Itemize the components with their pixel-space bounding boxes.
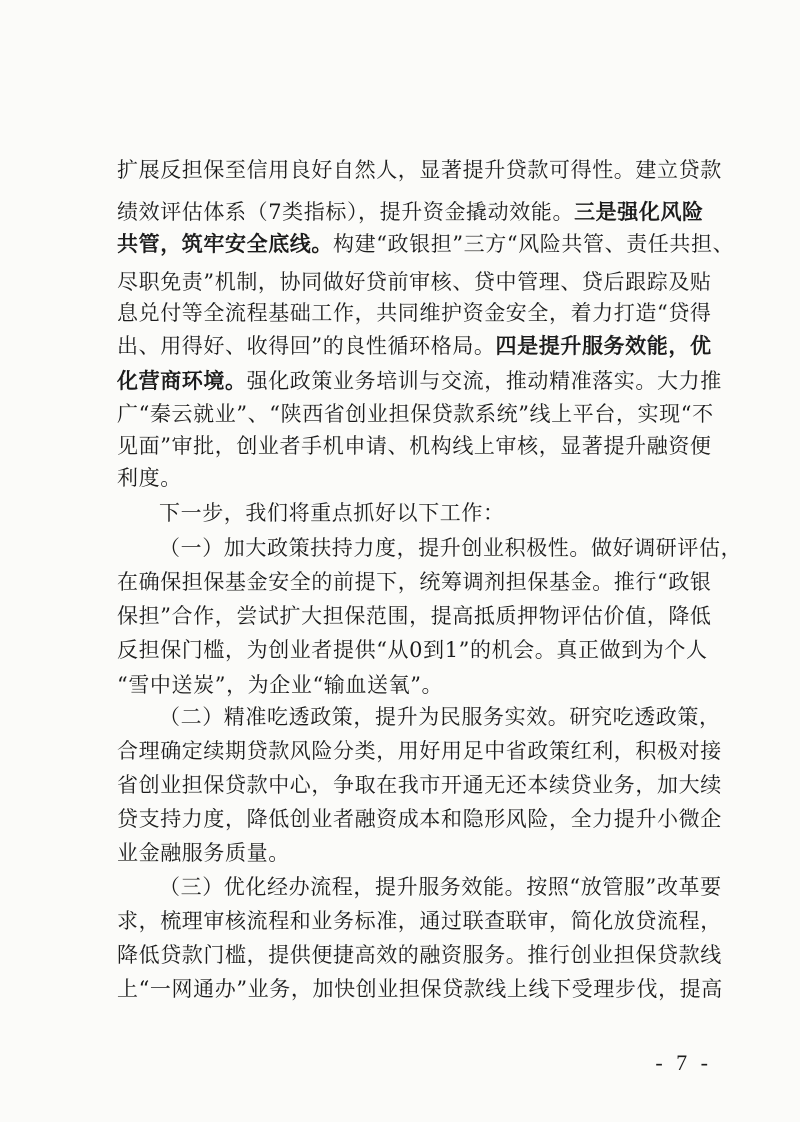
next-steps-line: 下一步，我们将重点抓好以下工作： bbox=[159, 501, 505, 525]
item3-line-4: 上“一网通办”业务，加快创业担保贷款线上线下受理步伐，提高 bbox=[117, 977, 723, 1001]
para1-line-3-text: 构建“政银担”三方“风险共管、责任共担、 bbox=[333, 232, 735, 256]
item2-line-5: 业金融服务质量。 bbox=[117, 841, 290, 865]
item1-line-5: “雪中送炭”，为企业“输血送氧”。 bbox=[117, 673, 444, 697]
heading-four-cont: 化营商环境。 bbox=[117, 369, 247, 393]
para1-line-6 bbox=[117, 332, 712, 360]
item2-line-1: （二）精准吃透政策，提升为民服务实效。研究吃透政策， bbox=[159, 705, 721, 729]
page-number: - 7 - bbox=[655, 1050, 712, 1075]
item1-line-4: 反担保门槛，为创业者提供“从0到1”的机会。真正做到为个人 bbox=[117, 638, 708, 662]
para1-line-10: 利度。 bbox=[117, 466, 182, 490]
item1-line-2: 在确保担保基金安全的前提下，统筹调剂担保基金。推行“政银 bbox=[117, 570, 712, 594]
para1-line-5: 息兑付等全流程基础工作，共同维护资金安全，着力打造“贷得 bbox=[117, 301, 712, 325]
item2-line-2: 合理确定续期贷款风险分类，用好用足中省政策红利，积极对接 bbox=[117, 739, 722, 763]
item1-line-1: （一）加大政策扶持力度，提升创业积极性。做好调研评估， bbox=[159, 536, 743, 560]
heading-three: 三是强化风险 bbox=[574, 200, 704, 224]
para1-line-4: 尽职免责”机制，协同做好贷前审核、贷中管理、贷后跟踪及贴 bbox=[117, 270, 712, 294]
para1-line-1: 扩展反担保至信用良好自然人，显著提升贷款可得性。建立贷款 bbox=[117, 158, 722, 182]
item2-line-3: 省创业担保贷款中心，争取在我市开通无还本续贷业务，加大续 bbox=[117, 773, 722, 797]
para1-line-2 bbox=[117, 198, 704, 226]
item3-line-3: 降低贷款门槛，提供便捷高效的融资服务。推行创业担保贷款线 bbox=[117, 943, 722, 967]
item3-line-2: 求，梳理审核流程和业务标准，通过联查联审，简化放贷流程， bbox=[117, 909, 722, 933]
para1-line-3 bbox=[117, 230, 735, 258]
para1-line-2-text: 绩效评估体系（7类指标），提升资金撬动效能。 bbox=[117, 200, 575, 224]
para1-line-7-text: 强化政策业务培训与交流，推动精准落实。大力推 bbox=[246, 369, 722, 393]
heading-three-cont: 共管，筑牢安全底线。 bbox=[117, 232, 333, 256]
heading-four: 四是提升服务效能，优 bbox=[495, 334, 712, 358]
para1-line-8: 广“秦云就业”、“陕西省创业担保贷款系统”线上平台，实现“不 bbox=[117, 402, 714, 426]
para1-line-6-text: 出、用得好、收得回”的良性循环格局。 bbox=[117, 334, 496, 358]
item2-line-4: 贷支持力度，降低创业者融资成本和隐形风险，全力提升小微企 bbox=[117, 807, 722, 831]
item3-line-1: （三）优化经办流程，提升服务效能。按照“放管服”改革要 bbox=[159, 875, 722, 899]
item1-line-3: 保担”合作，尝试扩大担保范围，提高抵质押物评估价值，降低 bbox=[117, 604, 712, 628]
para1-line-9: 见面”审批，创业者手机申请、机构线上审核，显著提升融资便 bbox=[117, 434, 712, 458]
para1-line-7 bbox=[117, 367, 722, 395]
